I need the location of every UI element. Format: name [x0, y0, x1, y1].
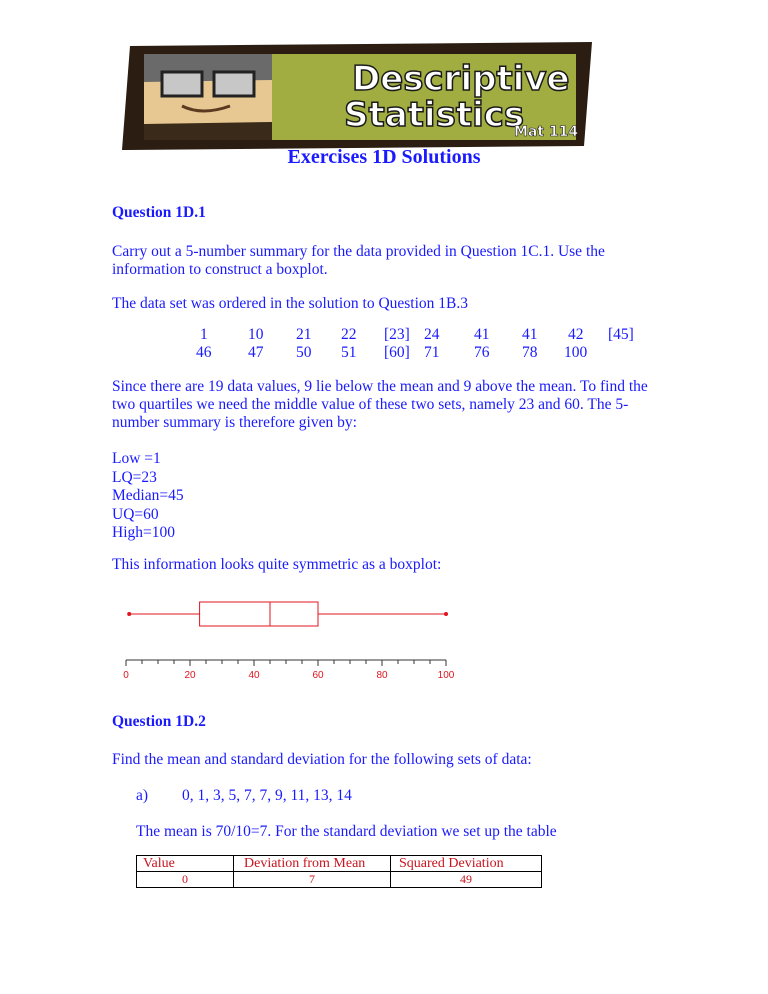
course-banner	[122, 42, 592, 150]
boxplot-chart	[110, 596, 470, 686]
table-cell: 49	[391, 872, 542, 888]
axis-tick-label: 80	[376, 670, 388, 681]
data-value: 41	[522, 326, 538, 343]
data-value: 24	[424, 326, 440, 343]
data-value: 41	[474, 326, 490, 343]
boxplot-box	[200, 602, 318, 626]
data-value: 47	[248, 344, 264, 361]
part-a-data: 0, 1, 3, 5, 7, 7, 9, 11, 13, 14	[182, 787, 352, 804]
table-cell: 0	[137, 872, 234, 888]
table-header: Deviation from Mean	[234, 856, 391, 872]
axis-tick-label: 100	[437, 670, 455, 681]
banner-course-code: Mat 114	[514, 124, 579, 140]
explanation-line3: number summary is therefore given by:	[112, 414, 357, 431]
question-2-prompt: Find the mean and standard deviation for the following sets of data:	[112, 751, 532, 768]
data-value: 22	[341, 326, 357, 343]
table-row	[137, 872, 542, 888]
data-value: [45]	[608, 326, 634, 343]
banner-title-line1: Descriptive	[352, 59, 570, 99]
axis-tick-label: 0	[123, 670, 129, 681]
boxplot-note: This information looks quite symmetric as a boxplot:	[112, 556, 442, 573]
data-value: 21	[296, 326, 312, 343]
ordered-data-note: The data set was ordered in the solution to Question 1B.3	[112, 295, 469, 312]
data-value: 50	[296, 344, 312, 361]
data-value: [23]	[384, 326, 410, 343]
data-value: 76	[474, 344, 490, 361]
part-a-label: a)	[136, 787, 149, 804]
boxplot-low-point	[127, 612, 131, 616]
question-1-heading: Question 1D.1	[112, 204, 206, 221]
summary-lq: LQ=23	[112, 468, 157, 486]
data-value: 51	[341, 344, 357, 361]
table-cell: 7	[234, 872, 391, 888]
data-value: 42	[568, 326, 584, 343]
question-1-prompt-line2: information to construct a boxplot.	[112, 261, 328, 278]
data-value: 78	[522, 344, 538, 361]
explanation-line1: Since there are 19 data values, 9 lie below the mean and 9 above the mean. To find the	[112, 378, 648, 395]
data-value: 10	[248, 326, 264, 343]
boxplot-high-point	[444, 612, 448, 616]
character-face-illustration	[144, 54, 272, 140]
axis-tick-label: 60	[312, 670, 324, 681]
axis-tick-label: 20	[184, 670, 196, 681]
banner-title-line2: Statistics	[344, 95, 525, 135]
data-value: 46	[196, 344, 212, 361]
deviation-table	[136, 855, 542, 888]
data-value: 71	[424, 344, 440, 361]
axis-tick-label: 40	[248, 670, 260, 681]
summary-median: Median=45	[112, 487, 184, 504]
data-value: [60]	[384, 344, 410, 361]
table-header: Value	[137, 856, 234, 872]
summary-low: Low =1	[112, 450, 161, 467]
table-header: Squared Deviation	[391, 856, 542, 872]
page-title: Exercises 1D Solutions	[287, 146, 481, 168]
question-1-prompt-line1: Carry out a 5-number summary for the data provided in Question 1C.1. Use the	[112, 243, 605, 260]
boxplot-axis-labels	[123, 670, 455, 681]
explanation-line2: two quartiles we need the middle value of these two sets, namely 23 and 60. The 5-	[112, 396, 629, 413]
question-2-heading: Question 1D.2	[112, 713, 206, 730]
data-value: 100	[564, 344, 588, 361]
mean-note: The mean is 70/10=7. For the standard deviation we set up the table	[136, 823, 557, 840]
summary-uq: UQ=60	[112, 505, 159, 523]
five-number-summary	[112, 450, 184, 543]
boxplot-axis-ticks	[126, 660, 446, 666]
data-value: 1	[200, 326, 208, 343]
summary-high: High=100	[112, 524, 175, 541]
